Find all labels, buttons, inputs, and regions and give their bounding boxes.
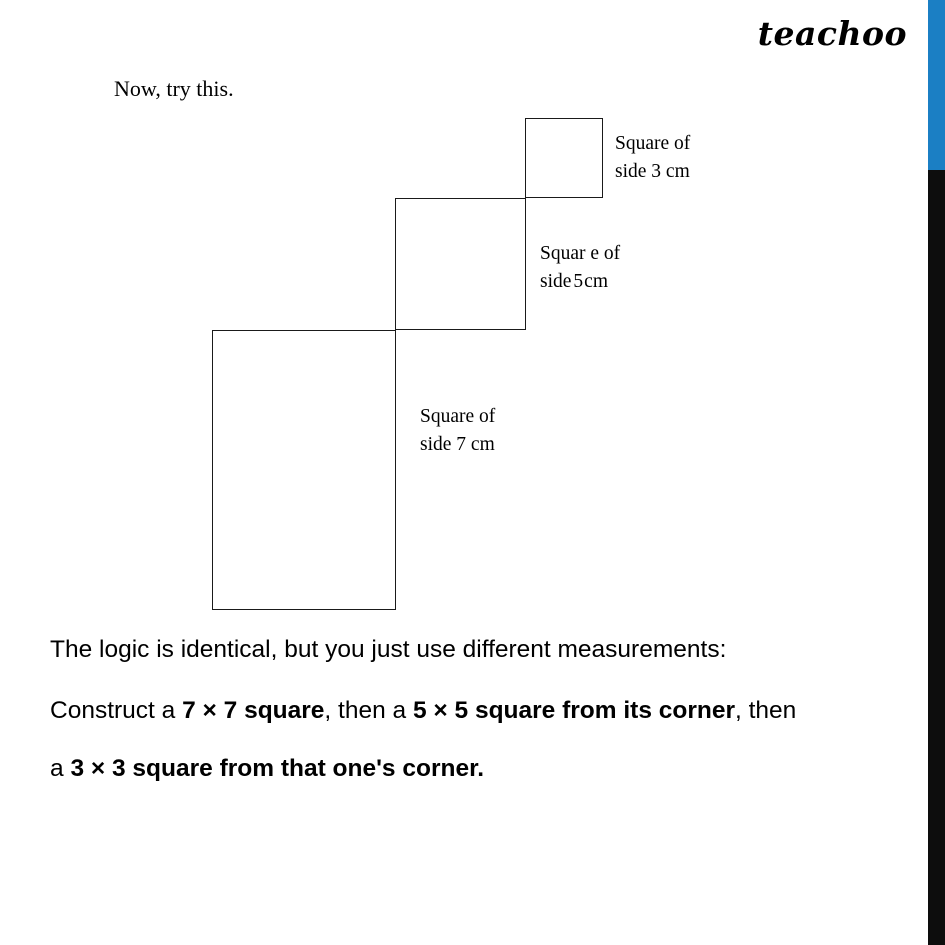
page-edge-blue-bar	[928, 0, 945, 170]
square-3cm-label-line1: Square of	[615, 133, 691, 154]
teachoo-logo: teachoo	[757, 14, 907, 53]
square-7cm-label-line1: Square of	[420, 406, 496, 427]
square-5cm-label-side-word: side	[540, 271, 572, 293]
page-heading: Now, try this.	[114, 76, 234, 101]
explanation-line-2-part-1: Construct a	[50, 696, 183, 724]
explanation-line-2	[50, 696, 915, 727]
square-5cm-label-line1: Squar e of	[540, 243, 621, 264]
page-edge-dark-bar	[928, 170, 945, 945]
explanation-text	[50, 635, 915, 815]
explanation-line-2-bold-1: 7 × 7 square	[182, 696, 325, 724]
square-5cm-label-line2	[540, 268, 620, 296]
squares-diagram	[0, 100, 930, 540]
square-7cm-label-line2: side 7 cm	[420, 434, 495, 456]
explanation-line-2-part-3: , then	[735, 696, 797, 724]
square-5cm-label-unit: cm	[584, 271, 608, 293]
square-5cm-label	[540, 240, 620, 297]
square-3cm	[525, 118, 603, 198]
square-7cm	[212, 330, 396, 610]
explanation-line-3-part-1: a	[50, 755, 71, 783]
explanation-line-2-bold-2: 5 × 5 square from its corner	[412, 696, 735, 724]
square-5cm-label-side-number: 5	[573, 271, 584, 293]
square-3cm-label-line2: side 3 cm	[615, 161, 690, 183]
square-7cm-label	[420, 403, 495, 460]
explanation-line-2-part-2: , then a	[324, 696, 413, 724]
explanation-line-3	[50, 754, 915, 785]
square-5cm	[395, 198, 526, 330]
explanation-line-1: The logic is identical, but you just use different measurements:	[50, 636, 727, 663]
square-3cm-label	[615, 130, 690, 187]
explanation-line-3-bold-1: 3 × 3 square from that one's corner.	[70, 755, 485, 783]
